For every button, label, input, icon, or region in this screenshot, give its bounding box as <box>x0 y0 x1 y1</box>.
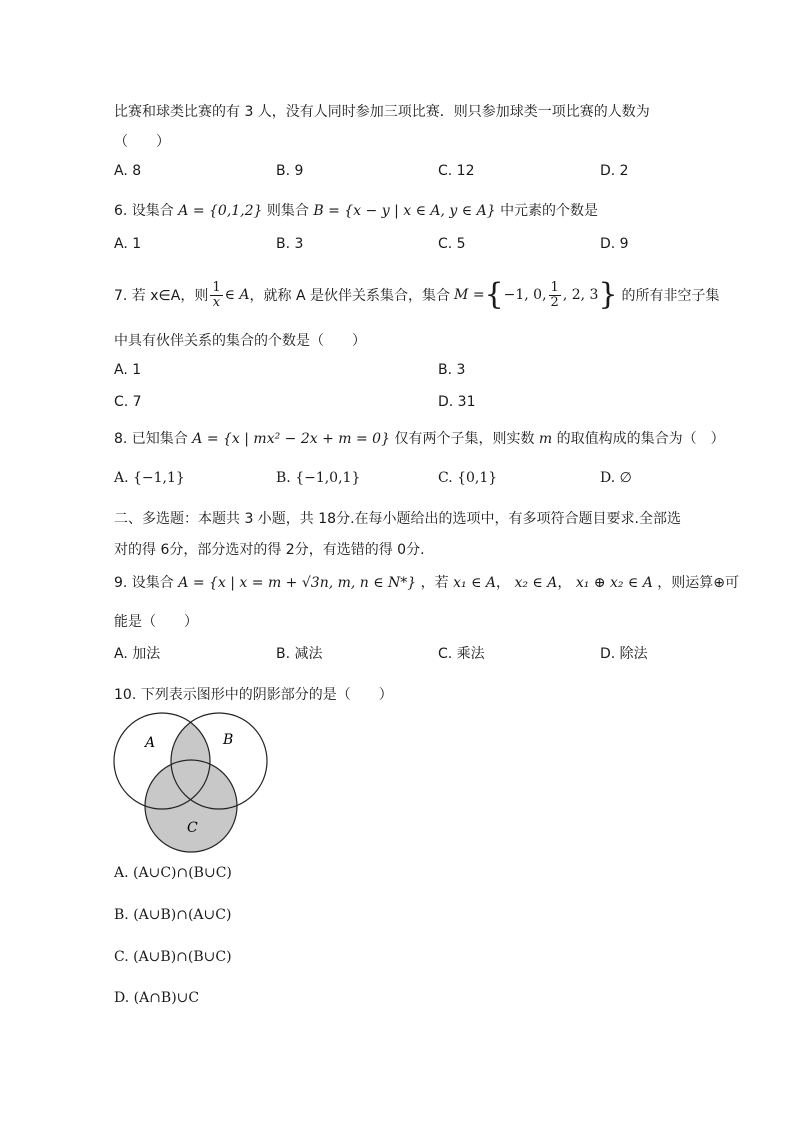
q6-option-b[interactable]: B. 3 <box>276 236 304 252</box>
q7-mid: ，就称 A 是伙伴关系集合，集合 <box>249 288 451 304</box>
q5-option-b[interactable]: B. 9 <box>276 163 304 179</box>
section2-instructions-line1: 二、多选题：本题共 3 小题，共 18分.在每小题给出的选项中，有多项符合题目要求.全部选 <box>114 511 681 527</box>
q7-option-d[interactable]: D. 31 <box>438 394 476 410</box>
q7-in-a: ∈ A <box>224 287 250 303</box>
q9-suffix: ，则运算⊕可 <box>657 575 740 591</box>
q6-option-c[interactable]: C. 5 <box>438 236 466 252</box>
q6-option-d[interactable]: D. 9 <box>600 236 629 252</box>
q8-option-b[interactable]: B. {−1,0,1} <box>276 470 361 486</box>
q7-fraction <box>210 281 222 310</box>
q8-suffix: 的取值构成的集合为（ ） <box>556 431 725 447</box>
q7-option-a[interactable]: A. 1 <box>114 362 142 378</box>
q7-option-c[interactable]: C. 7 <box>114 394 142 410</box>
q7-m-elems1: −1, 0, <box>503 287 547 303</box>
q8-option-a[interactable]: A. {−1,1} <box>114 470 185 486</box>
q9-option-b[interactable]: B. 减法 <box>276 646 323 662</box>
q7-m-lhs: M = <box>454 287 485 303</box>
q10-stem: 10. 下列表示图形中的阴影部分的是（ ） <box>114 687 393 703</box>
q9-x2-in-a: x₂ ∈ A <box>514 575 558 591</box>
q7-stem <box>114 275 720 315</box>
q9-x1-op-x2-in-a: x₁ ⊕ x₂ ∈ A <box>575 575 653 591</box>
q6-prefix: 6. 设集合 <box>114 203 174 219</box>
q5-option-a[interactable]: A. 8 <box>114 163 142 179</box>
venn-label-a: A <box>145 735 156 751</box>
q10-option-b[interactable]: B. (A∪B)∩(A∪C) <box>114 907 232 923</box>
q9-stem: 9. 设集合 A = {x | x = m + √3n, m, n ∈ N*} ，若 x₁ ∈ A， x₂ ∈ A， x₁ ⊕ x₂ ∈ A ，则运算⊕可 <box>114 575 740 591</box>
q6-stem <box>114 200 598 220</box>
q7-m-fraction <box>549 281 561 310</box>
q8-option-d[interactable]: D. ∅ <box>600 470 632 486</box>
q7-m-frac-den: 2 <box>550 294 559 310</box>
q8-option-c[interactable]: C. {0,1} <box>438 470 498 486</box>
q7-prefix: 7. 若 x∈A，则 <box>114 288 209 304</box>
q10-option-c[interactable]: C. (A∪B)∩(B∪C) <box>114 949 232 965</box>
q8-stem <box>114 428 725 448</box>
q6-set-b: B = {x − y | x ∈ A, y ∈ A} <box>313 203 496 219</box>
q6-suffix: 中元素的个数是 <box>500 203 599 219</box>
section2-instructions-line2: 对的得 6分，部分选对的得 2分，有选错的得 0分. <box>114 542 425 558</box>
q10-option-a[interactable]: A. (A∪C)∩(B∪C) <box>114 865 232 881</box>
q7-option-b[interactable]: B. 3 <box>438 362 466 378</box>
q7-m-close: } <box>598 277 618 312</box>
q6-option-a[interactable]: A. 1 <box>114 236 142 252</box>
q7-suffix: 的所有非空子集 <box>621 288 720 304</box>
q8-set: A = {x | mx² − 2x + m = 0} <box>192 431 390 447</box>
q7-m-open: { <box>484 277 504 312</box>
venn-label-c: C <box>187 820 198 836</box>
q9-option-d[interactable]: D. 除法 <box>600 646 648 662</box>
q10-option-d[interactable]: D. (A∩B)∪C <box>114 990 200 1006</box>
q9-set: A = {x | x = m + √3n, m, n ∈ N*} <box>178 575 417 591</box>
q6-set-a: A = {0,1,2} <box>178 203 263 219</box>
q5-answer-paren: （ ） <box>114 134 170 150</box>
q7-m-elems2: , 2, 3 <box>562 287 599 303</box>
q7-frac-den: x <box>212 294 221 310</box>
q9-prefix: 9. 设集合 <box>114 575 174 591</box>
q8-mid: 仅有两个子集，则实数 <box>394 431 535 447</box>
venn-diagram <box>108 702 278 854</box>
venn-label-b: B <box>223 732 234 748</box>
q9-stem-line2: 能是（ ） <box>114 614 198 630</box>
q5-stem-continuation: 比赛和球类比赛的有 3 人，没有人同时参加三项比赛．则只参加球类一项比赛的人数为 <box>114 104 650 120</box>
q5-option-d[interactable]: D. 2 <box>600 163 629 179</box>
q6-mid: 则集合 <box>266 203 314 219</box>
q5-option-c[interactable]: C. 12 <box>438 163 475 179</box>
q7-stem-line2: 中具有伙伴关系的集合的个数是（ ） <box>114 333 366 349</box>
q9-mid1: ，若 <box>420 575 449 591</box>
q9-option-c[interactable]: C. 乘法 <box>438 646 485 662</box>
q9-x1-in-a: x₁ ∈ A <box>453 575 497 591</box>
q7-frac-num: 1 <box>212 279 221 295</box>
q7-m-frac-num: 1 <box>550 279 559 295</box>
q8-var-m: m <box>538 431 553 447</box>
q8-prefix: 8. 已知集合 <box>114 431 188 447</box>
q9-option-a[interactable]: A. 加法 <box>114 646 161 662</box>
